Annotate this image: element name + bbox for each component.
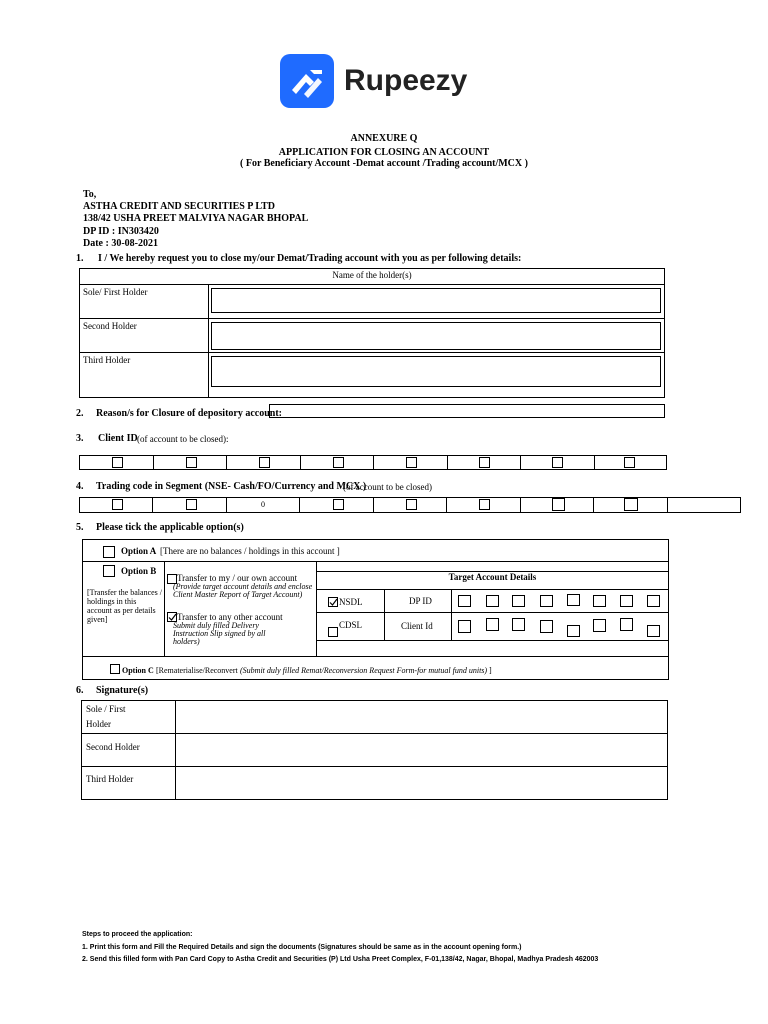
holders-table-header: Name of the holder(s) xyxy=(332,270,412,280)
closure-reason-field[interactable] xyxy=(269,404,665,418)
own-account-label: Transfer to my / our own account xyxy=(177,573,298,583)
target-dp-id-box-7[interactable] xyxy=(620,595,633,607)
option-c-note: (Submit duly filled Remat/Reconversion Request Form-for mutual fund units) xyxy=(240,666,488,675)
options-line-c xyxy=(82,656,669,657)
form-title: APPLICATION FOR CLOSING AN ACCOUNT xyxy=(278,147,490,158)
option-c-checkbox[interactable] xyxy=(110,664,120,674)
holders-header-line xyxy=(79,284,665,285)
section3-number: 3. xyxy=(76,433,84,444)
target-dp-id-box-4[interactable] xyxy=(540,595,553,607)
address-street: 138/42 USHA PREET MALVIYA NAGAR BHOPAL xyxy=(83,213,309,224)
target-client-id-box-5[interactable] xyxy=(567,625,580,637)
client-id-digit-8[interactable] xyxy=(624,457,635,468)
cdsl-label: CDSL xyxy=(339,620,363,630)
target-dp-id-label: DP ID xyxy=(409,596,432,606)
option-c-label: Option C xyxy=(122,666,154,675)
target-client-id-box-6[interactable] xyxy=(593,619,606,632)
client-id-digit-2[interactable] xyxy=(186,457,197,468)
client-id-label: Client ID xyxy=(98,433,138,444)
target-dp-id-box-2[interactable] xyxy=(486,595,499,607)
target-account-title: Target Account Details xyxy=(448,572,537,582)
rupeezy-logo-icon xyxy=(280,54,334,108)
client-id-note: (of account to be closed): xyxy=(137,434,229,444)
third-holder-signature-field[interactable] xyxy=(176,767,667,799)
holders-row-line-1 xyxy=(79,318,665,319)
target-client-id-box-1[interactable] xyxy=(458,620,471,633)
client-id-digit-3[interactable] xyxy=(259,457,270,468)
trading-code-box-4[interactable] xyxy=(333,499,344,510)
step-1: 1. Print this form and Fill the Required Details and sign the documents (Signatures should be same as in the account opening form.) xyxy=(82,944,522,951)
address-dp-id: DP ID : IN303420 xyxy=(83,226,159,237)
trading-code-box-6[interactable] xyxy=(479,499,490,510)
client-id-digit-5[interactable] xyxy=(406,457,417,468)
option-c-bracket: [Rematerialise/Reconvert xyxy=(156,666,238,675)
client-id-digit-6[interactable] xyxy=(479,457,490,468)
trading-code-note: (of account to be closed) xyxy=(343,482,432,492)
form-subtitle: ( For Beneficiary Account -Demat account /Trading account/MCX ) xyxy=(240,158,528,169)
client-id-digit-7[interactable] xyxy=(552,457,563,468)
own-account-note: (Provide target account details and enclose Client Master Report of Target Account) xyxy=(173,582,313,599)
target-dp-id-box-1[interactable] xyxy=(458,595,471,607)
nsdl-label: NSDL xyxy=(339,597,363,607)
trading-code-box-2[interactable] xyxy=(186,499,197,510)
option-a-text: [There are no balances / holdings in this account ] xyxy=(160,546,340,556)
options-line-a xyxy=(82,561,669,562)
option-a-checkbox[interactable] xyxy=(103,546,115,558)
target-client-id-box-2[interactable] xyxy=(486,618,499,631)
target-client-id-label: Client Id xyxy=(401,621,433,631)
trading-code-box-5[interactable] xyxy=(406,499,417,510)
first-holder-name-field[interactable] xyxy=(211,288,661,313)
annexure-label: ANNEXURE Q xyxy=(350,133,418,144)
section1-text: I / We hereby request you to close my/our Demat/Trading account with you as per following details: xyxy=(98,253,522,264)
target-dp-id-box-6[interactable] xyxy=(593,595,606,607)
first-holder-signature-field[interactable] xyxy=(176,701,667,733)
target-dp-id-box-3[interactable] xyxy=(512,595,525,607)
option-b-col-divider-1 xyxy=(164,561,165,656)
third-holder-name-field[interactable] xyxy=(211,356,661,387)
holders-row-line-2 xyxy=(79,352,665,353)
target-client-id-box-8[interactable] xyxy=(647,625,660,637)
signature-row-label-2: Second Holder xyxy=(86,742,140,752)
options-label: Please tick the applicable option(s) xyxy=(96,522,244,533)
target-dp-id-box-5[interactable] xyxy=(567,594,580,606)
address-date: Date : 30-08-2021 xyxy=(83,238,158,249)
client-id-grid xyxy=(79,455,667,470)
rupeezy-logo xyxy=(280,54,470,110)
target-line-4 xyxy=(316,640,669,641)
cdsl-checkbox[interactable] xyxy=(328,627,338,637)
holder-row-label-3: Third Holder xyxy=(83,355,131,365)
signature-row-label-1: Sole / First Holder xyxy=(86,704,126,729)
client-id-digit-1[interactable] xyxy=(112,457,123,468)
nsdl-checkbox[interactable] xyxy=(328,597,338,607)
target-client-id-box-4[interactable] xyxy=(540,620,553,633)
option-b-label: Option B xyxy=(121,566,157,576)
section2-number: 2. xyxy=(76,408,84,419)
brand-name: Rupeezy xyxy=(344,64,468,97)
signature-row-label-3: Third Holder xyxy=(86,774,134,784)
section5-number: 5. xyxy=(76,522,84,533)
target-line-3 xyxy=(316,612,669,613)
closure-reason-label: Reason/s for Closure of depository account: xyxy=(96,408,283,419)
trading-code-box-7[interactable] xyxy=(552,498,565,511)
target-dp-id-box-8[interactable] xyxy=(647,595,660,607)
section1-number: 1. xyxy=(76,253,84,264)
section6-number: 6. xyxy=(76,685,84,696)
trading-code-label: Trading code in Segment (NSE- Cash/FO/Currency and MCX ) xyxy=(96,481,367,492)
client-id-digit-4[interactable] xyxy=(333,457,344,468)
target-col-divider-1 xyxy=(384,589,385,640)
holders-col-divider xyxy=(208,284,209,398)
steps-title: Steps to proceed the application: xyxy=(82,931,193,938)
option-b-checkbox[interactable] xyxy=(103,565,115,577)
other-account-note: Submit duly filled Delivery Instruction Slip signed by all holders) xyxy=(173,621,266,646)
target-client-id-box-7[interactable] xyxy=(620,618,633,631)
section4-number: 4. xyxy=(76,481,84,492)
target-client-id-box-3[interactable] xyxy=(512,618,525,631)
target-col-divider-2 xyxy=(451,589,452,640)
address-company: ASTHA CREDIT AND SECURITIES P LTD xyxy=(83,201,276,212)
second-holder-signature-field[interactable] xyxy=(176,734,667,766)
option-c-close: ] xyxy=(489,666,492,675)
second-holder-name-field[interactable] xyxy=(211,322,661,350)
trading-code-box-8[interactable] xyxy=(624,498,638,511)
holder-row-label-2: Second Holder xyxy=(83,321,137,331)
step-2: 2. Send this filled form with Pan Card Copy to Astha Credit and Securities (P) Ltd Usha Preet Complex, F-01,138/42, Nagar, Bhopal, Madhya Pradesh 462003 xyxy=(82,956,599,963)
checkmark-icon xyxy=(329,598,338,607)
signatures-label: Signature(s) xyxy=(96,685,149,696)
target-line-2 xyxy=(316,589,669,590)
option-b-description: [Transfer the balances / holdings in this account as per details given] xyxy=(87,588,163,624)
holder-row-label-1: Sole/ First Holder xyxy=(83,287,148,297)
trading-code-box-1[interactable] xyxy=(112,499,123,510)
trading-code-value: 0 xyxy=(261,500,265,509)
address-to: To, xyxy=(83,189,97,200)
other-account-label: Transfer to any other account xyxy=(177,612,283,622)
option-a-label: Option A xyxy=(121,546,157,556)
